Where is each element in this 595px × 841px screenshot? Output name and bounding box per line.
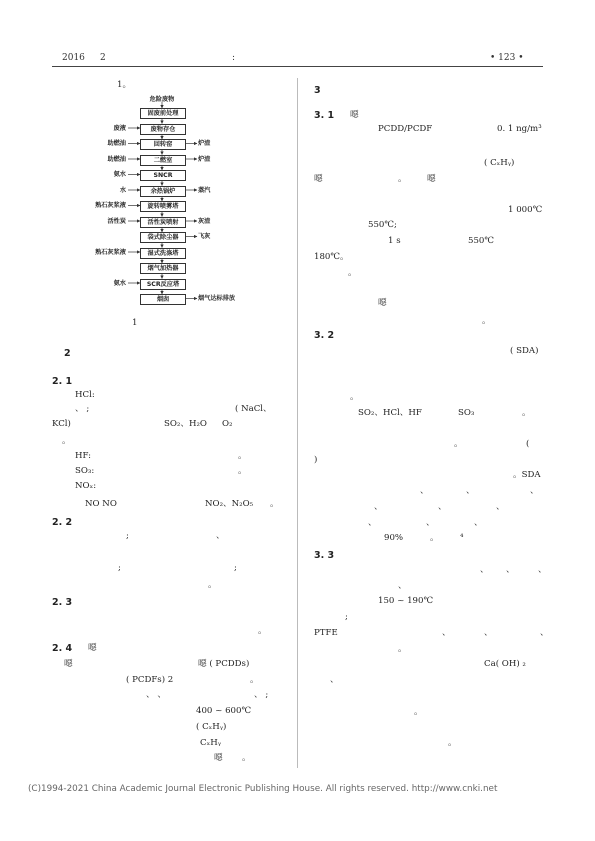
s21-text: HF: bbox=[75, 451, 92, 461]
s31-text: 噁 bbox=[314, 174, 323, 184]
s21-text: 。 bbox=[238, 466, 247, 476]
s32-text: 、 bbox=[474, 518, 483, 528]
s31-text: 550℃ bbox=[468, 236, 495, 246]
s22-text: ; bbox=[234, 563, 237, 573]
s33-text: 、 bbox=[398, 581, 407, 591]
s32-text: 。SDA bbox=[513, 470, 541, 480]
flowchart-input-label: 助燃油 bbox=[107, 155, 126, 163]
s33-text: ; bbox=[345, 612, 348, 622]
flowchart-output-label: 炉渣 bbox=[198, 140, 211, 147]
figure-caption: 1 bbox=[132, 318, 138, 328]
page-number: • 123 • bbox=[490, 53, 524, 63]
flowchart-step: 活性炭喷射 bbox=[140, 217, 186, 228]
copyright-footer: (C)1994-2021 China Academic Journal Electronic Publishing House. All rights reserved. http://www.cnki.net bbox=[28, 784, 498, 794]
s31-text: 0. 1 ng/m³ bbox=[497, 124, 542, 134]
s23-text: 。 bbox=[258, 626, 267, 636]
flowchart-step: 固废前处理 bbox=[140, 108, 186, 119]
s21-text: NOₓ: bbox=[75, 481, 97, 491]
s21-text: KCl) bbox=[52, 419, 71, 429]
flowchart-input-label: 熟石灰浆液 bbox=[95, 202, 126, 209]
s22-text: ; bbox=[126, 531, 129, 541]
s22-text: ; bbox=[118, 563, 121, 573]
s32-text: 。 bbox=[350, 392, 359, 402]
s32-text: 。 bbox=[430, 533, 439, 543]
flowchart-step: 回转窑 bbox=[140, 139, 186, 150]
s22-text: 。 bbox=[208, 580, 217, 590]
section-2-heading: 2 bbox=[64, 348, 71, 359]
s24-text: 噁 ( PCDDs) bbox=[198, 659, 250, 669]
flowchart-step: 湿式洗涤塔 bbox=[140, 248, 186, 259]
s21-text: 。 bbox=[238, 451, 247, 461]
section-3-2-heading: 3. 2 bbox=[314, 330, 335, 341]
flowchart-output-label: 灰渣 bbox=[198, 217, 211, 225]
section-3-heading: 3 bbox=[314, 85, 321, 96]
flowchart-input-label: 废液 bbox=[113, 124, 126, 132]
s21-text: SO₃: bbox=[75, 466, 95, 476]
s31-text: 。 bbox=[348, 268, 357, 278]
s31-text: 180℃。 bbox=[314, 252, 349, 262]
flowchart-input-label: 助燃油 bbox=[107, 140, 126, 147]
s31-text: 。 bbox=[482, 316, 491, 326]
s21-text: ( NaCl、 bbox=[235, 404, 272, 414]
s21-text: O₂ bbox=[222, 419, 233, 429]
s33-text: 。 bbox=[398, 644, 407, 654]
section-2-3-heading: 2. 3 bbox=[52, 597, 73, 608]
s33-text: 、 bbox=[540, 628, 549, 638]
flowchart-step: 旋转喷雾塔 bbox=[140, 201, 186, 212]
s31-text: 噁 bbox=[427, 174, 436, 184]
s21-text: NO₂、N₂O₅ bbox=[205, 499, 254, 509]
flowchart-step: 袋式除尘器 bbox=[140, 232, 186, 243]
s32-text: 90% bbox=[384, 533, 404, 543]
flowchart-input-label: 氨水 bbox=[113, 171, 126, 178]
section-2-4-title: 噁 bbox=[88, 643, 97, 653]
flowchart-step: SCR反应塔 bbox=[140, 279, 186, 290]
s32-text: 、 bbox=[496, 502, 505, 512]
flowchart-input-label: 氨水 bbox=[113, 279, 126, 287]
s32-text: 。 bbox=[454, 439, 463, 449]
s24-text: 噁 bbox=[64, 659, 73, 669]
s22-text: 、 bbox=[216, 531, 225, 541]
section-3-1-title: 噁 bbox=[350, 110, 359, 120]
section-3-3-heading: 3. 3 bbox=[314, 550, 335, 561]
flowchart-output-label: 蒸汽 bbox=[198, 186, 211, 194]
section-2-1-heading: 2. 1 bbox=[52, 376, 73, 387]
s33-text: 、 bbox=[330, 675, 339, 685]
flowchart-input-label: 熟石灰浆液 bbox=[95, 248, 126, 256]
flowchart-step: SNCR bbox=[140, 170, 186, 181]
flowchart-input-label: 水 bbox=[119, 186, 126, 194]
flowchart-output-label: 飞灰 bbox=[198, 233, 211, 240]
s33-text: PTFE bbox=[314, 628, 338, 638]
flowchart-input-label: 活性炭 bbox=[107, 217, 126, 225]
flowchart-step: 烟气加热器 bbox=[140, 263, 186, 274]
s24-text: 。 bbox=[250, 675, 259, 685]
s31-text: PCDD/PCDF bbox=[378, 124, 433, 134]
s31-text: 1 s bbox=[388, 236, 401, 246]
s21-text: 、 ; bbox=[75, 404, 90, 414]
section-2-4-heading: 2. 4 bbox=[52, 643, 73, 654]
s32-text: 、 bbox=[466, 486, 475, 496]
s24-text: ( PCDFs) 2 bbox=[126, 675, 174, 685]
section-3-1-heading: 3. 1 bbox=[314, 110, 335, 121]
s24-text: 、 ; bbox=[254, 690, 269, 700]
flowchart-step: 废物存仓 bbox=[140, 124, 186, 135]
flowchart-output-label: 烟气达标排放 bbox=[198, 295, 236, 302]
s33-text: 。 bbox=[448, 738, 457, 748]
s32-text: ) bbox=[314, 455, 318, 465]
s33-text: 、 bbox=[480, 565, 489, 575]
s33-text: 、 bbox=[506, 565, 515, 575]
flowchart-step: 余热锅炉 bbox=[140, 186, 186, 197]
s31-text: ( CₓHᵧ) bbox=[484, 158, 515, 168]
flowchart-output-label: 炉渣 bbox=[198, 155, 211, 163]
s32-text: SO₂、HCl、HF bbox=[358, 408, 422, 418]
s21-text: 。 bbox=[270, 499, 279, 509]
s33-text: Ca( OH) ₂ bbox=[484, 659, 526, 669]
s24-text: 400 ~ 600℃ bbox=[196, 706, 252, 716]
s32-text: SO₃ bbox=[458, 408, 475, 418]
flowchart-step: 烟囱 bbox=[140, 294, 186, 305]
header-colon: : bbox=[232, 53, 236, 63]
journal-year: 2016 bbox=[62, 53, 85, 63]
s31-text: 1 000℃ bbox=[508, 205, 543, 215]
s21-text: SO₂、H₂O bbox=[164, 419, 207, 429]
s24-text: ( CₓHᵧ) bbox=[196, 722, 227, 732]
s31-text: 噁 bbox=[378, 298, 387, 308]
s32-text: 、 bbox=[438, 502, 447, 512]
s32-text: 、 bbox=[420, 486, 429, 496]
s32-text: 、 bbox=[374, 502, 383, 512]
s21-text: NO NO bbox=[85, 499, 117, 509]
s33-text: 150 ~ 190℃ bbox=[378, 596, 434, 606]
s33-text: 、 bbox=[538, 565, 547, 575]
s24-text: 。 bbox=[242, 753, 251, 763]
figure-reference: 1。 bbox=[117, 80, 132, 90]
flowchart-source-label: 危险废物 bbox=[149, 96, 175, 103]
s32-text: 、 bbox=[530, 486, 539, 496]
s33-text: 。 bbox=[414, 707, 423, 717]
s31-text: 。 bbox=[398, 174, 407, 184]
s21-text: HCl: bbox=[75, 390, 95, 400]
header-rule bbox=[52, 66, 543, 67]
s32-text: ( SDA) bbox=[510, 346, 539, 356]
s21-text: 。 bbox=[62, 436, 71, 446]
column-divider bbox=[297, 78, 298, 768]
flowchart-step: 二燃室 bbox=[140, 155, 186, 166]
s24-text: 、 、 bbox=[146, 690, 166, 700]
journal-issue: 2 bbox=[100, 53, 106, 63]
s32-text: ( bbox=[526, 439, 530, 449]
section-2-2-heading: 2. 2 bbox=[52, 517, 73, 528]
s33-text: 、 bbox=[484, 628, 493, 638]
s32-text: 、 bbox=[368, 518, 377, 528]
s31-text: 550℃; bbox=[368, 220, 397, 230]
s24-text: 噁 bbox=[214, 753, 223, 763]
s32-text: 、 bbox=[426, 518, 435, 528]
s32-text: ⁴ bbox=[460, 533, 464, 543]
s32-text: 。 bbox=[522, 408, 531, 418]
s33-text: 、 bbox=[442, 628, 451, 638]
s24-text: CₓHᵧ bbox=[200, 738, 221, 748]
